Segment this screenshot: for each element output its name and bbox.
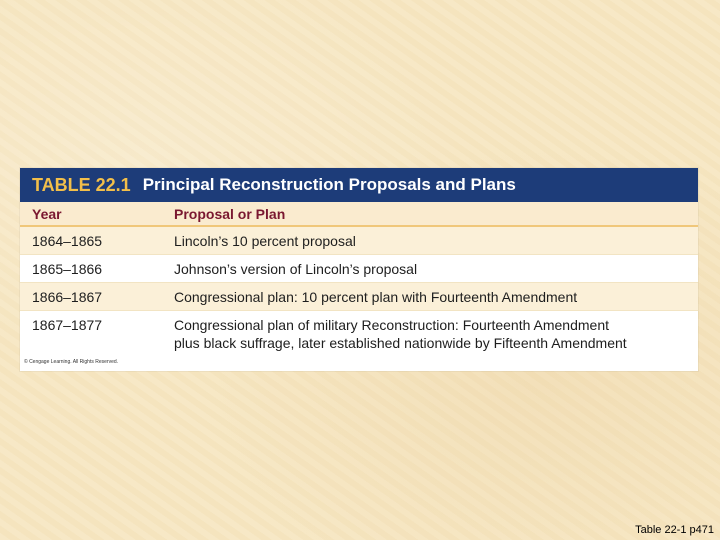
table-row — [20, 227, 698, 255]
copyright-credit: © Cengage Learning. All Rights Reserved. — [24, 359, 119, 365]
reconstruction-table — [20, 168, 698, 371]
table-row — [20, 255, 698, 283]
table-row — [20, 283, 698, 311]
plan-line-2: plus black suffrage, later established nationwide by Fifteenth Amendment — [174, 335, 627, 351]
column-header-row — [20, 202, 698, 227]
plan-line-1: Congressional plan of military Reconstruction: Fourteenth Amendment — [174, 317, 609, 333]
page-reference: Table 22-1 p471 — [635, 524, 714, 536]
year-cell: 1866–1867 — [32, 289, 103, 305]
table-title: Principal Reconstruction Proposals and Plans — [142, 175, 516, 194]
year-cell: 1865–1866 — [32, 261, 103, 277]
plan-cell: Congressional plan: 10 percent plan with Fourteenth Amendment — [174, 289, 578, 305]
column-header-year: Year — [32, 205, 62, 222]
plan-cell: Lincoln’s 10 percent proposal — [174, 233, 356, 249]
plan-cell-multiline — [174, 311, 698, 352]
year-cell: 1864–1865 — [32, 233, 103, 249]
year-cell: 1867–1877 — [32, 317, 103, 333]
column-header-plan: Proposal or Plan — [174, 205, 286, 222]
plan-cell: Johnson’s version of Lincoln’s proposal — [174, 261, 418, 277]
table-number: TABLE 22.1 — [32, 174, 131, 195]
table-header-bar — [20, 168, 698, 202]
table-row — [20, 311, 698, 357]
